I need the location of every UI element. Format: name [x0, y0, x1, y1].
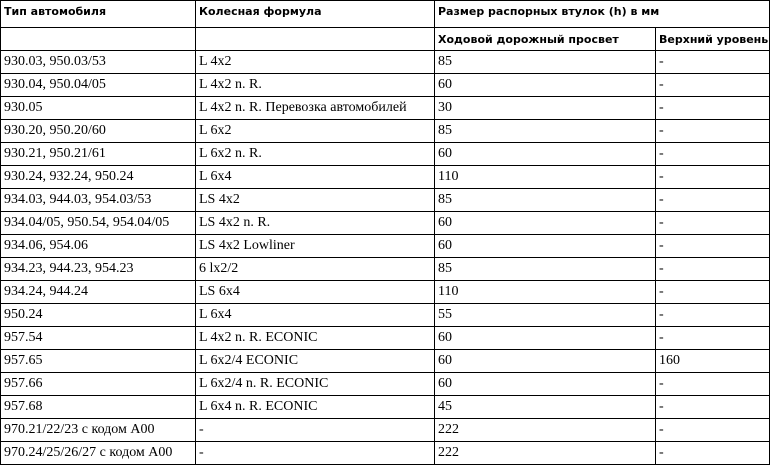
cell-upper-level: -	[656, 373, 770, 396]
cell-upper-level: -	[656, 189, 770, 212]
header-row	[1, 1, 770, 28]
cell-vehicle-type: 934.24, 944.24	[1, 281, 196, 304]
cell-wheel-formula: -	[196, 419, 435, 442]
cell-wheel-formula: L 4x2 n. R. ECONIC	[196, 327, 435, 350]
cell-ground-clearance: 222	[435, 442, 656, 465]
cell-upper-level: -	[656, 97, 770, 120]
cell-ground-clearance: 60	[435, 327, 656, 350]
cell-upper-level: -	[656, 442, 770, 465]
cell-wheel-formula: L 4x2	[196, 51, 435, 74]
cell-wheel-formula: L 6x4	[196, 166, 435, 189]
cell-vehicle-type: 957.65	[1, 350, 196, 373]
table-row	[1, 97, 770, 120]
cell-vehicle-type: 934.23, 944.23, 954.23	[1, 258, 196, 281]
cell-vehicle-type: 934.06, 954.06	[1, 235, 196, 258]
cell-wheel-formula: L 6x2	[196, 120, 435, 143]
cell-wheel-formula: L 6x2/4 n. R. ECONIC	[196, 373, 435, 396]
cell-wheel-formula: LS 4x2	[196, 189, 435, 212]
cell-ground-clearance: 60	[435, 350, 656, 373]
cell-ground-clearance: 85	[435, 189, 656, 212]
table-row	[1, 281, 770, 304]
cell-ground-clearance: 30	[435, 97, 656, 120]
cell-vehicle-type: 930.21, 950.21/61	[1, 143, 196, 166]
cell-upper-level: -	[656, 235, 770, 258]
table-row	[1, 120, 770, 143]
header-ground-clearance: Ходовой дорожный просвет	[435, 28, 656, 51]
cell-vehicle-type: 957.68	[1, 396, 196, 419]
cell-vehicle-type: 930.04, 950.04/05	[1, 74, 196, 97]
table-row	[1, 189, 770, 212]
cell-ground-clearance: 110	[435, 166, 656, 189]
table-row	[1, 258, 770, 281]
cell-upper-level: -	[656, 258, 770, 281]
cell-wheel-formula: LS 4x2 n. R.	[196, 212, 435, 235]
cell-wheel-formula: 6 lx2/2	[196, 258, 435, 281]
cell-wheel-formula: L 6x2/4 ECONIC	[196, 350, 435, 373]
cell-vehicle-type: 930.05	[1, 97, 196, 120]
cell-vehicle-type: 930.03, 950.03/53	[1, 51, 196, 74]
cell-ground-clearance: 60	[435, 212, 656, 235]
table-row	[1, 419, 770, 442]
cell-upper-level: -	[656, 166, 770, 189]
cell-wheel-formula: LS 6x4	[196, 281, 435, 304]
cell-vehicle-type: 934.03, 944.03, 954.03/53	[1, 189, 196, 212]
table-row	[1, 74, 770, 97]
subheader-empty-1	[1, 28, 196, 51]
cell-ground-clearance: 60	[435, 74, 656, 97]
cell-vehicle-type: 970.21/22/23 с кодом A00	[1, 419, 196, 442]
cell-vehicle-type: 957.66	[1, 373, 196, 396]
subheader-empty-2	[196, 28, 435, 51]
table-row	[1, 327, 770, 350]
table-row	[1, 51, 770, 74]
cell-upper-level: -	[656, 212, 770, 235]
cell-ground-clearance: 60	[435, 373, 656, 396]
cell-vehicle-type: 934.04/05, 950.54, 954.04/05	[1, 212, 196, 235]
header-wheel-formula: Колесная формула	[196, 1, 435, 28]
cell-ground-clearance: 85	[435, 51, 656, 74]
cell-vehicle-type: 930.20, 950.20/60	[1, 120, 196, 143]
header-vehicle-type: Тип автомобиля	[1, 1, 196, 28]
table-row	[1, 304, 770, 327]
cell-wheel-formula: L 6x4 n. R. ECONIC	[196, 396, 435, 419]
table-row	[1, 350, 770, 373]
cell-ground-clearance: 222	[435, 419, 656, 442]
cell-wheel-formula: -	[196, 442, 435, 465]
cell-ground-clearance: 85	[435, 258, 656, 281]
cell-vehicle-type: 957.54	[1, 327, 196, 350]
cell-upper-level: -	[656, 304, 770, 327]
cell-ground-clearance: 60	[435, 235, 656, 258]
table-row	[1, 235, 770, 258]
cell-vehicle-type: 970.24/25/26/27 с кодом A00	[1, 442, 196, 465]
table-row	[1, 373, 770, 396]
cell-ground-clearance: 45	[435, 396, 656, 419]
cell-upper-level: -	[656, 327, 770, 350]
cell-wheel-formula: L 6x4	[196, 304, 435, 327]
cell-upper-level: 160	[656, 350, 770, 373]
table-row	[1, 212, 770, 235]
cell-wheel-formula: L 4x2 n. R. Перевозка автомобилей	[196, 97, 435, 120]
cell-upper-level: -	[656, 74, 770, 97]
subheader-row	[1, 28, 770, 51]
cell-upper-level: -	[656, 120, 770, 143]
table-row	[1, 442, 770, 465]
cell-ground-clearance: 55	[435, 304, 656, 327]
header-bushing-size: Размер распорных втулок (h) в мм	[435, 1, 770, 28]
table-row	[1, 166, 770, 189]
cell-wheel-formula: L 6x2 n. R.	[196, 143, 435, 166]
cell-ground-clearance: 110	[435, 281, 656, 304]
cell-wheel-formula: LS 4x2 Lowliner	[196, 235, 435, 258]
cell-upper-level: -	[656, 396, 770, 419]
cell-upper-level: -	[656, 281, 770, 304]
cell-upper-level: -	[656, 143, 770, 166]
cell-upper-level: -	[656, 419, 770, 442]
cell-ground-clearance: 60	[435, 143, 656, 166]
header-upper-level: Верхний уровень	[656, 28, 770, 51]
cell-vehicle-type: 930.24, 932.24, 950.24	[1, 166, 196, 189]
cell-vehicle-type: 950.24	[1, 304, 196, 327]
table-row	[1, 143, 770, 166]
cell-wheel-formula: L 4x2 n. R.	[196, 74, 435, 97]
cell-upper-level: -	[656, 51, 770, 74]
table-row	[1, 396, 770, 419]
cell-ground-clearance: 85	[435, 120, 656, 143]
